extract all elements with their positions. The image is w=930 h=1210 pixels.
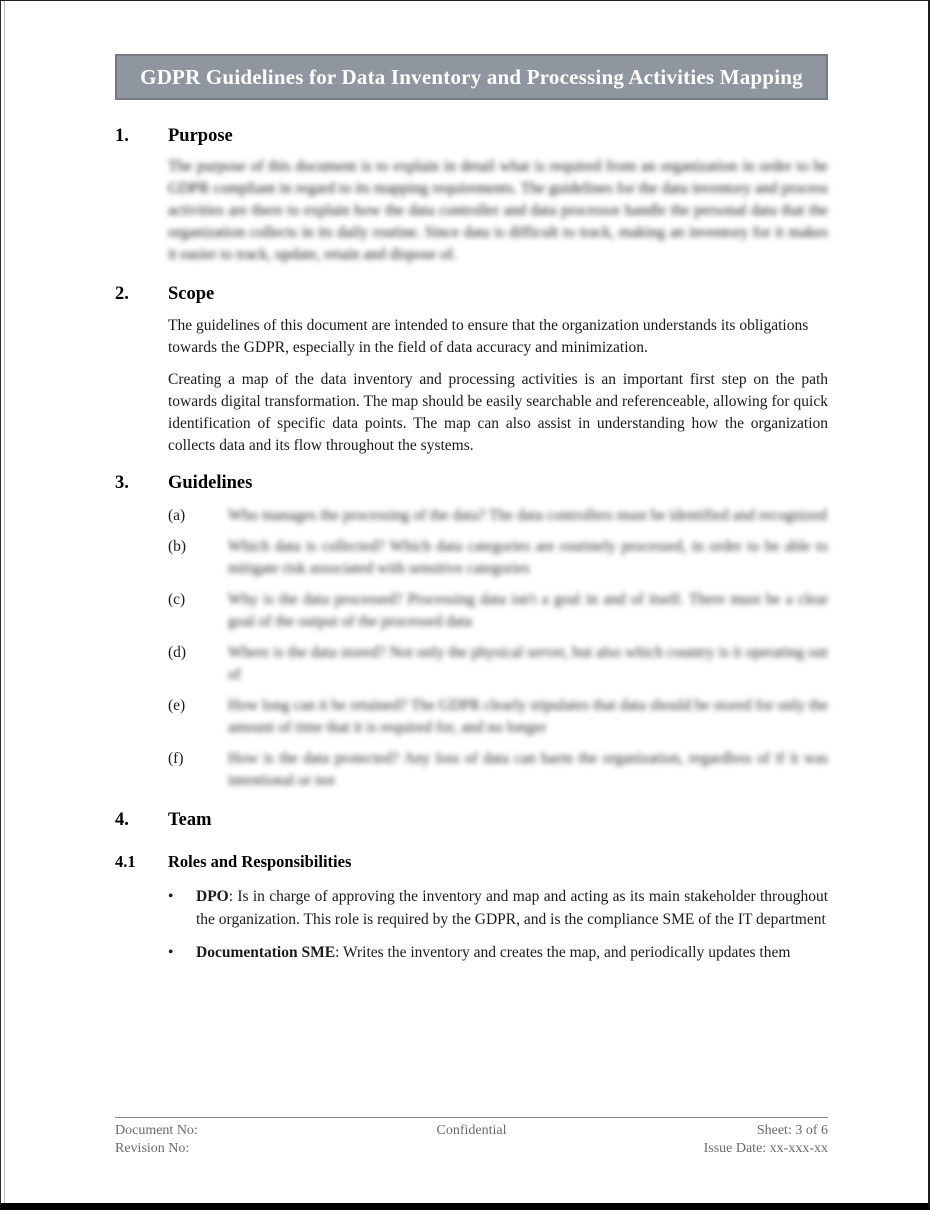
scope-paragraph-1: The guidelines of this document are intended to ensure that the organization understands its obligations towards the GDPR, especially in the field of data accuracy and minimization. bbox=[168, 317, 809, 356]
revision-no-label: Revision No: bbox=[115, 1140, 190, 1156]
issue-date-label: Issue Date: xx-xxx-xx bbox=[703, 1140, 828, 1156]
section-title: Scope bbox=[168, 284, 215, 304]
footer-left-column bbox=[115, 1122, 437, 1157]
guideline-item-e bbox=[168, 695, 828, 740]
confidential-label: Confidential bbox=[436, 1123, 507, 1138]
guideline-item-d bbox=[168, 642, 828, 687]
guideline-label: (c) bbox=[168, 590, 186, 608]
guideline-text-blurred: Who manages the processing of the data? The data controllers must be identified and recognized bbox=[228, 507, 827, 524]
footer-right-column bbox=[507, 1122, 829, 1157]
bullet-icon: • bbox=[168, 887, 174, 905]
section-title: Purpose bbox=[168, 126, 233, 146]
section-number: 1. bbox=[115, 126, 129, 146]
document-title: GDPR Guidelines for Data Inventory and Processing Activities Mapping bbox=[140, 64, 803, 89]
document-page bbox=[115, 0, 828, 964]
bullet-text bbox=[196, 941, 828, 964]
section-heading-scope bbox=[115, 283, 828, 305]
scope-paragraph-2: Creating a map of the data inventory and processing activities is an important first step on the path towards digital transformation. The map should be easily searchable and referenceable, allowing for quick identification of specific data points. The map can also assist in understanding how the organization collects data and its flow throughout the systems. bbox=[168, 371, 828, 454]
guideline-item-a bbox=[168, 505, 828, 528]
section-title: Team bbox=[168, 809, 212, 830]
page-footer bbox=[115, 1117, 828, 1157]
document-title-banner bbox=[115, 54, 828, 100]
section-heading-purpose bbox=[115, 125, 828, 147]
purpose-paragraph-blurred: The purpose of this document is to explain in detail what is required from an organization in order to be GDPR compliant in regard to its mapping requirements. The guidelines for the data inventory and process activities are there to explain how the data controller and data processor handle the personal data that the organization collects in its daily routine. Since data is difficult to track, making an inventory for it makes it easier to track, update, retain and dispose of. bbox=[168, 158, 828, 263]
guideline-text-blurred: Where is the data stored? Not only the physical server, but also which country is it operating out of bbox=[228, 643, 828, 683]
guideline-text-blurred: Why is the data processed? Processing data isn't a goal in and of itself. There must be a clear goal of the output of the processed data bbox=[228, 590, 828, 630]
section-number: 3. bbox=[115, 473, 129, 493]
section-number: 2. bbox=[115, 284, 129, 304]
sheet-label: Sheet: 3 of 6 bbox=[756, 1123, 828, 1138]
guideline-label: (a) bbox=[168, 507, 186, 524]
bullet-text bbox=[196, 885, 828, 931]
guideline-text-blurred: How is the data protected? Any loss of data can harm the organization, regardless of if it was intentional or not bbox=[228, 749, 828, 789]
guideline-label: (e) bbox=[168, 696, 186, 714]
section-heading-guidelines bbox=[115, 472, 828, 494]
role-description: : Is in charge of approving the inventory and map and acting as its main stakeholder throughout the organization. This role is required by the GDPR, and is the compliance SME of the IT department bbox=[196, 887, 828, 928]
subsection-number: 4.1 bbox=[115, 851, 136, 871]
guideline-label: (f) bbox=[168, 749, 184, 767]
guideline-text-blurred: Which data is collected? Which data categories are routinely processed, in order to be able to mitigate risk associated with sensitive categories bbox=[228, 537, 828, 577]
role-term: DPO bbox=[196, 887, 229, 905]
guideline-label: (d) bbox=[168, 643, 187, 661]
guideline-item-c bbox=[168, 589, 828, 634]
bullet-icon: • bbox=[168, 943, 174, 961]
guideline-text-blurred: How long can it be retained? The GDPR clearly stipulates that data should be stored for only the amount of time that it is required for, and no longer bbox=[228, 696, 828, 736]
guideline-item-b bbox=[168, 536, 828, 581]
guideline-item-f bbox=[168, 748, 828, 793]
section-title: Guidelines bbox=[168, 473, 253, 493]
role-description: : Writes the inventory and creates the map, and periodically updates them bbox=[335, 943, 791, 961]
section-number: 4. bbox=[115, 809, 129, 830]
subsection-heading-roles bbox=[115, 852, 828, 872]
subsection-title: Roles and Responsibilities bbox=[168, 851, 352, 871]
document-no-label: Document No: bbox=[115, 1123, 198, 1138]
role-bullet-documentation-sme bbox=[168, 941, 828, 964]
guideline-label: (b) bbox=[168, 537, 187, 555]
section-heading-team bbox=[115, 809, 828, 831]
footer-center-column bbox=[437, 1122, 507, 1157]
role-term: Documentation SME bbox=[196, 943, 336, 961]
role-bullet-dpo bbox=[168, 885, 828, 931]
